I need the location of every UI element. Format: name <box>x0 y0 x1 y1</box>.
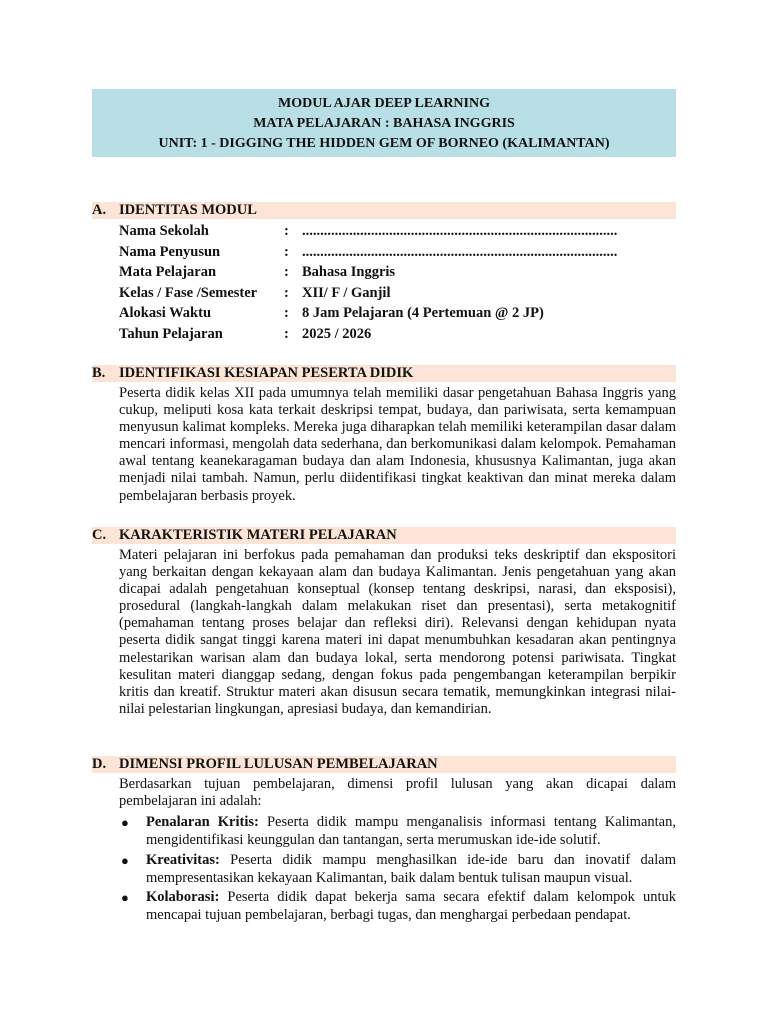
identity-colon: : <box>284 284 289 301</box>
section-d-heading <box>92 756 676 773</box>
header-unit: UNIT: 1 - DIGGING THE HIDDEN GEM OF BORNEO (KALIMANTAN) <box>158 136 610 151</box>
identity-colon: : <box>284 305 289 321</box>
bullet-description: Peserta didik mampu menghasilkan ide-ide baru dan inovatif dalam mempresentasikan kekayaan Kalimantan, baik dalam bentuk tulisan maupun visual. <box>146 852 676 886</box>
bullet-text <box>146 889 676 924</box>
section-d-title: DIMENSI PROFIL LULUSAN PEMBELAJARAN <box>119 756 438 772</box>
section-a-title: IDENTITAS MODUL <box>119 202 257 218</box>
section-d-intro: Berdasarkan tujuan pembelajaran, dimensi profil lulusan yang akan dicapai dalam pembelajaran ini adalah: <box>119 776 676 810</box>
identity-value: XII/ F / Ganjil <box>302 284 391 301</box>
section-c-paragraph: Materi pelajaran ini berfokus pada pemahaman dan produksi teks deskriptif dan ekspositori yang berkaitan dengan kekayaan alam dan budaya Kalimantan. Jenis pengetahuan yang akan dicapai adalah pengetahuan konseptual (konsep tentang deskripsi, narasi, dan eksposisi), prosedural (langkah-langkah dalam melakukan riset dan presentasi), serta metakognitif (pemahaman tentang proses belajar dan refleksi diri). Relevansi dengan kehidupan nyata peserta didik sangat tinggi karena materi ini dapat menumbuhkan kesadaran akan pentingnya melestarikan warisan alam dan budaya lokal, serta mendorong potensi pariwisata. Tingkat kesulitan materi dianggap sedang, dengan fokus pada pengembangan keterampilan berpikir kritis dan kreatif. Struktur materi akan disusun secara tematik, memungkinkan integrasi nilai-nilai pelestarian lingkungan, apresiasi budaya, dan kemandirian. <box>119 547 676 717</box>
section-d-letter: D. <box>92 756 107 772</box>
identity-label: Alokasi Waktu <box>119 305 212 321</box>
section-b-heading <box>92 365 676 382</box>
section-b-title: IDENTIFIKASI KESIAPAN PESERTA DIDIK <box>119 365 414 381</box>
identity-label: Tahun Pelajaran <box>119 325 223 342</box>
bullet-term: Kreativitas: <box>146 852 220 868</box>
section-a-heading <box>92 202 676 219</box>
section-c-title: KARAKTERISTIK MATERI PELAJARAN <box>119 527 397 543</box>
identity-value: 2025 / 2026 <box>302 325 372 342</box>
bullet-description: Peserta didik mampu menganalisis informasi tentang Kalimantan, mengidentifikasi keunggulan dan tantangan, serta merumuskan ide-ide solutif. <box>146 814 676 848</box>
bullet-icon: ● <box>121 853 129 868</box>
bullet-icon: ● <box>121 890 129 905</box>
identity-label: Nama Penyusun <box>119 243 221 260</box>
section-c-letter: C. <box>92 527 107 543</box>
bullet-description: Peserta didik dapat bekerja sama secara efektif dalam kelompok untuk mencapai tujuan pembelajaran, berbagi tugas, dan menghargai perbedaan pendapat. <box>146 889 676 923</box>
identity-value: ....................................................................................... <box>302 223 618 239</box>
document-header <box>92 89 676 157</box>
identity-colon: : <box>284 264 289 280</box>
identity-label: Kelas / Fase /Semester <box>119 284 258 301</box>
bullet-term: Kolaborasi: <box>146 889 220 905</box>
identity-colon: : <box>284 223 289 239</box>
header-title: MODUL AJAR DEEP LEARNING <box>278 96 490 111</box>
identity-value: Bahasa Inggris <box>302 264 396 280</box>
section-b-paragraph: Peserta didik kelas XII pada umumnya telah memiliki dasar pengetahuan Bahasa Inggris yang cukup, meliputi kosa kata terkait deskripsi tempat, budaya, dan pariwisata, serta kemampuan menyusun kalimat kompleks. Mereka juga diharapkan telah memiliki keterampilan dasar dalam mencari informasi, mengolah data sederhana, dan berkomunikasi dalam kelompok. Pemahaman awal tentang keanekaragaman budaya dan alam Indonesia, khususnya Kalimantan, juga akan menjadi nilai tambah. Namun, perlu diidentifikasi tingkat keaktivan dan minat mereka dalam pembelajaran berbasis proyek. <box>119 385 676 504</box>
identity-value: 8 Jam Pelajaran (4 Pertemuan @ 2 JP) <box>302 305 544 321</box>
section-a-letter: A. <box>92 202 107 218</box>
header-subject: MATA PELAJARAN : BAHASA INGGRIS <box>253 116 515 131</box>
section-b-letter: B. <box>92 365 106 381</box>
bullet-term: Penalaran Kritis: <box>146 814 259 830</box>
bullet-text <box>146 852 676 887</box>
section-c-heading <box>92 527 676 544</box>
bullet-text <box>146 814 676 849</box>
identity-label: Nama Sekolah <box>119 223 209 239</box>
identity-label: Mata Pelajaran <box>119 264 217 280</box>
identity-colon: : <box>284 243 289 260</box>
identity-value: ....................................................................................... <box>302 243 618 260</box>
bullet-icon: ● <box>121 815 129 830</box>
identity-colon: : <box>284 325 289 342</box>
